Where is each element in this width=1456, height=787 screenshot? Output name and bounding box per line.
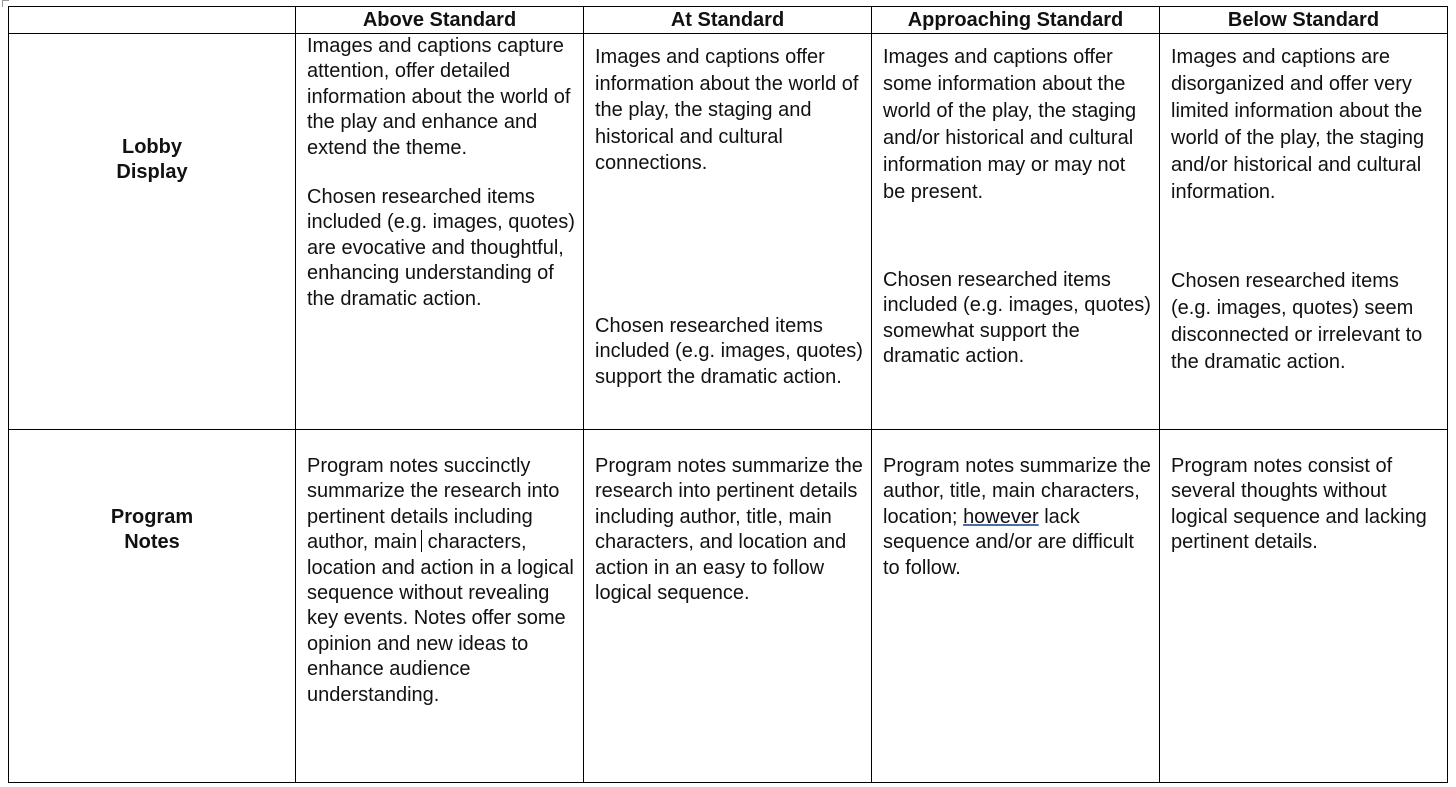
cell-program-below: [1160, 430, 1447, 782]
cell-paragraph: Images and captions offer information about the world of the play, the staging and historical and cultural connections.: [595, 46, 859, 175]
cell-text: Program notes succinctly summarize the research into pertinent details including author, main: [307, 455, 560, 554]
cell-lobby-above: [296, 34, 584, 430]
row-label-program-notes: [9, 430, 296, 782]
row-label-line: Notes: [124, 531, 180, 553]
header-approaching-standard: Approaching Standard: [872, 7, 1160, 34]
row-label-lobby-display: [9, 34, 296, 430]
cell-paragraph: Images and captions offer some information about the world of the play, the staging and/or historical and cultural information may or may not be present.: [883, 46, 1137, 203]
cell-paragraph: [883, 454, 1153, 581]
row-label-line: Program: [110, 506, 194, 528]
header-at-standard: At Standard: [584, 7, 872, 34]
header-above-standard: Above Standard: [296, 7, 584, 34]
cell-program-approaching: [872, 430, 1160, 782]
row-label-line: Display: [116, 161, 188, 183]
cell-paragraph: Images and captions are disorganized and offer very limited information about the world of the play, the staging and/or historical and cultural information.: [1171, 46, 1425, 203]
rubric-table: [8, 6, 1448, 783]
cell-text: Program notes summarize the author, title, main characters, location;: [883, 455, 1151, 528]
cell-paragraph: [307, 454, 577, 708]
grammar-flagged-word: however: [963, 505, 1039, 528]
cell-paragraph: Chosen researched items (e.g. images, quotes) seem disconnected or irrelevant to the dramatic action.: [1171, 270, 1423, 373]
cell-paragraph: Images and captions capture attention, offer detailed information about the world of the play and enhance and extend the theme.: [307, 35, 571, 159]
cell-text: lack sequence and/or are difficult to follow.: [883, 505, 1134, 579]
cell-program-above: [296, 430, 584, 782]
cell-paragraph: Program notes summarize the research into pertinent details including author, title, main characters, and location and action in an easy to follow logical sequence.: [595, 455, 863, 605]
row-label-line: Lobby: [122, 136, 182, 158]
cell-lobby-at: [584, 34, 872, 430]
cell-program-at: [584, 430, 872, 782]
cell-lobby-below: [1160, 34, 1447, 430]
header-below-standard: Below Standard: [1160, 7, 1447, 34]
cell-paragraph: Chosen researched items included (e.g. images, quotes) support the dramatic action.: [595, 315, 863, 388]
cell-paragraph: Chosen researched items included (e.g. images, quotes) somewhat support the dramatic action.: [883, 269, 1151, 367]
cell-paragraph: Program notes consist of several thoughts without logical sequence and lacking pertinent details.: [1171, 455, 1427, 554]
cell-lobby-approaching: [872, 34, 1160, 430]
cell-paragraph: Chosen researched items included (e.g. images, quotes) are evocative and thoughtful, enhancing understanding of the dramatic action.: [307, 186, 575, 310]
text-cursor: [421, 530, 422, 552]
cell-text: characters, location and action in a logical sequence without revealing key events. Notes offer some opinion and new ideas to enhance audience understanding.: [307, 531, 574, 706]
header-empty-cell: [9, 7, 296, 34]
